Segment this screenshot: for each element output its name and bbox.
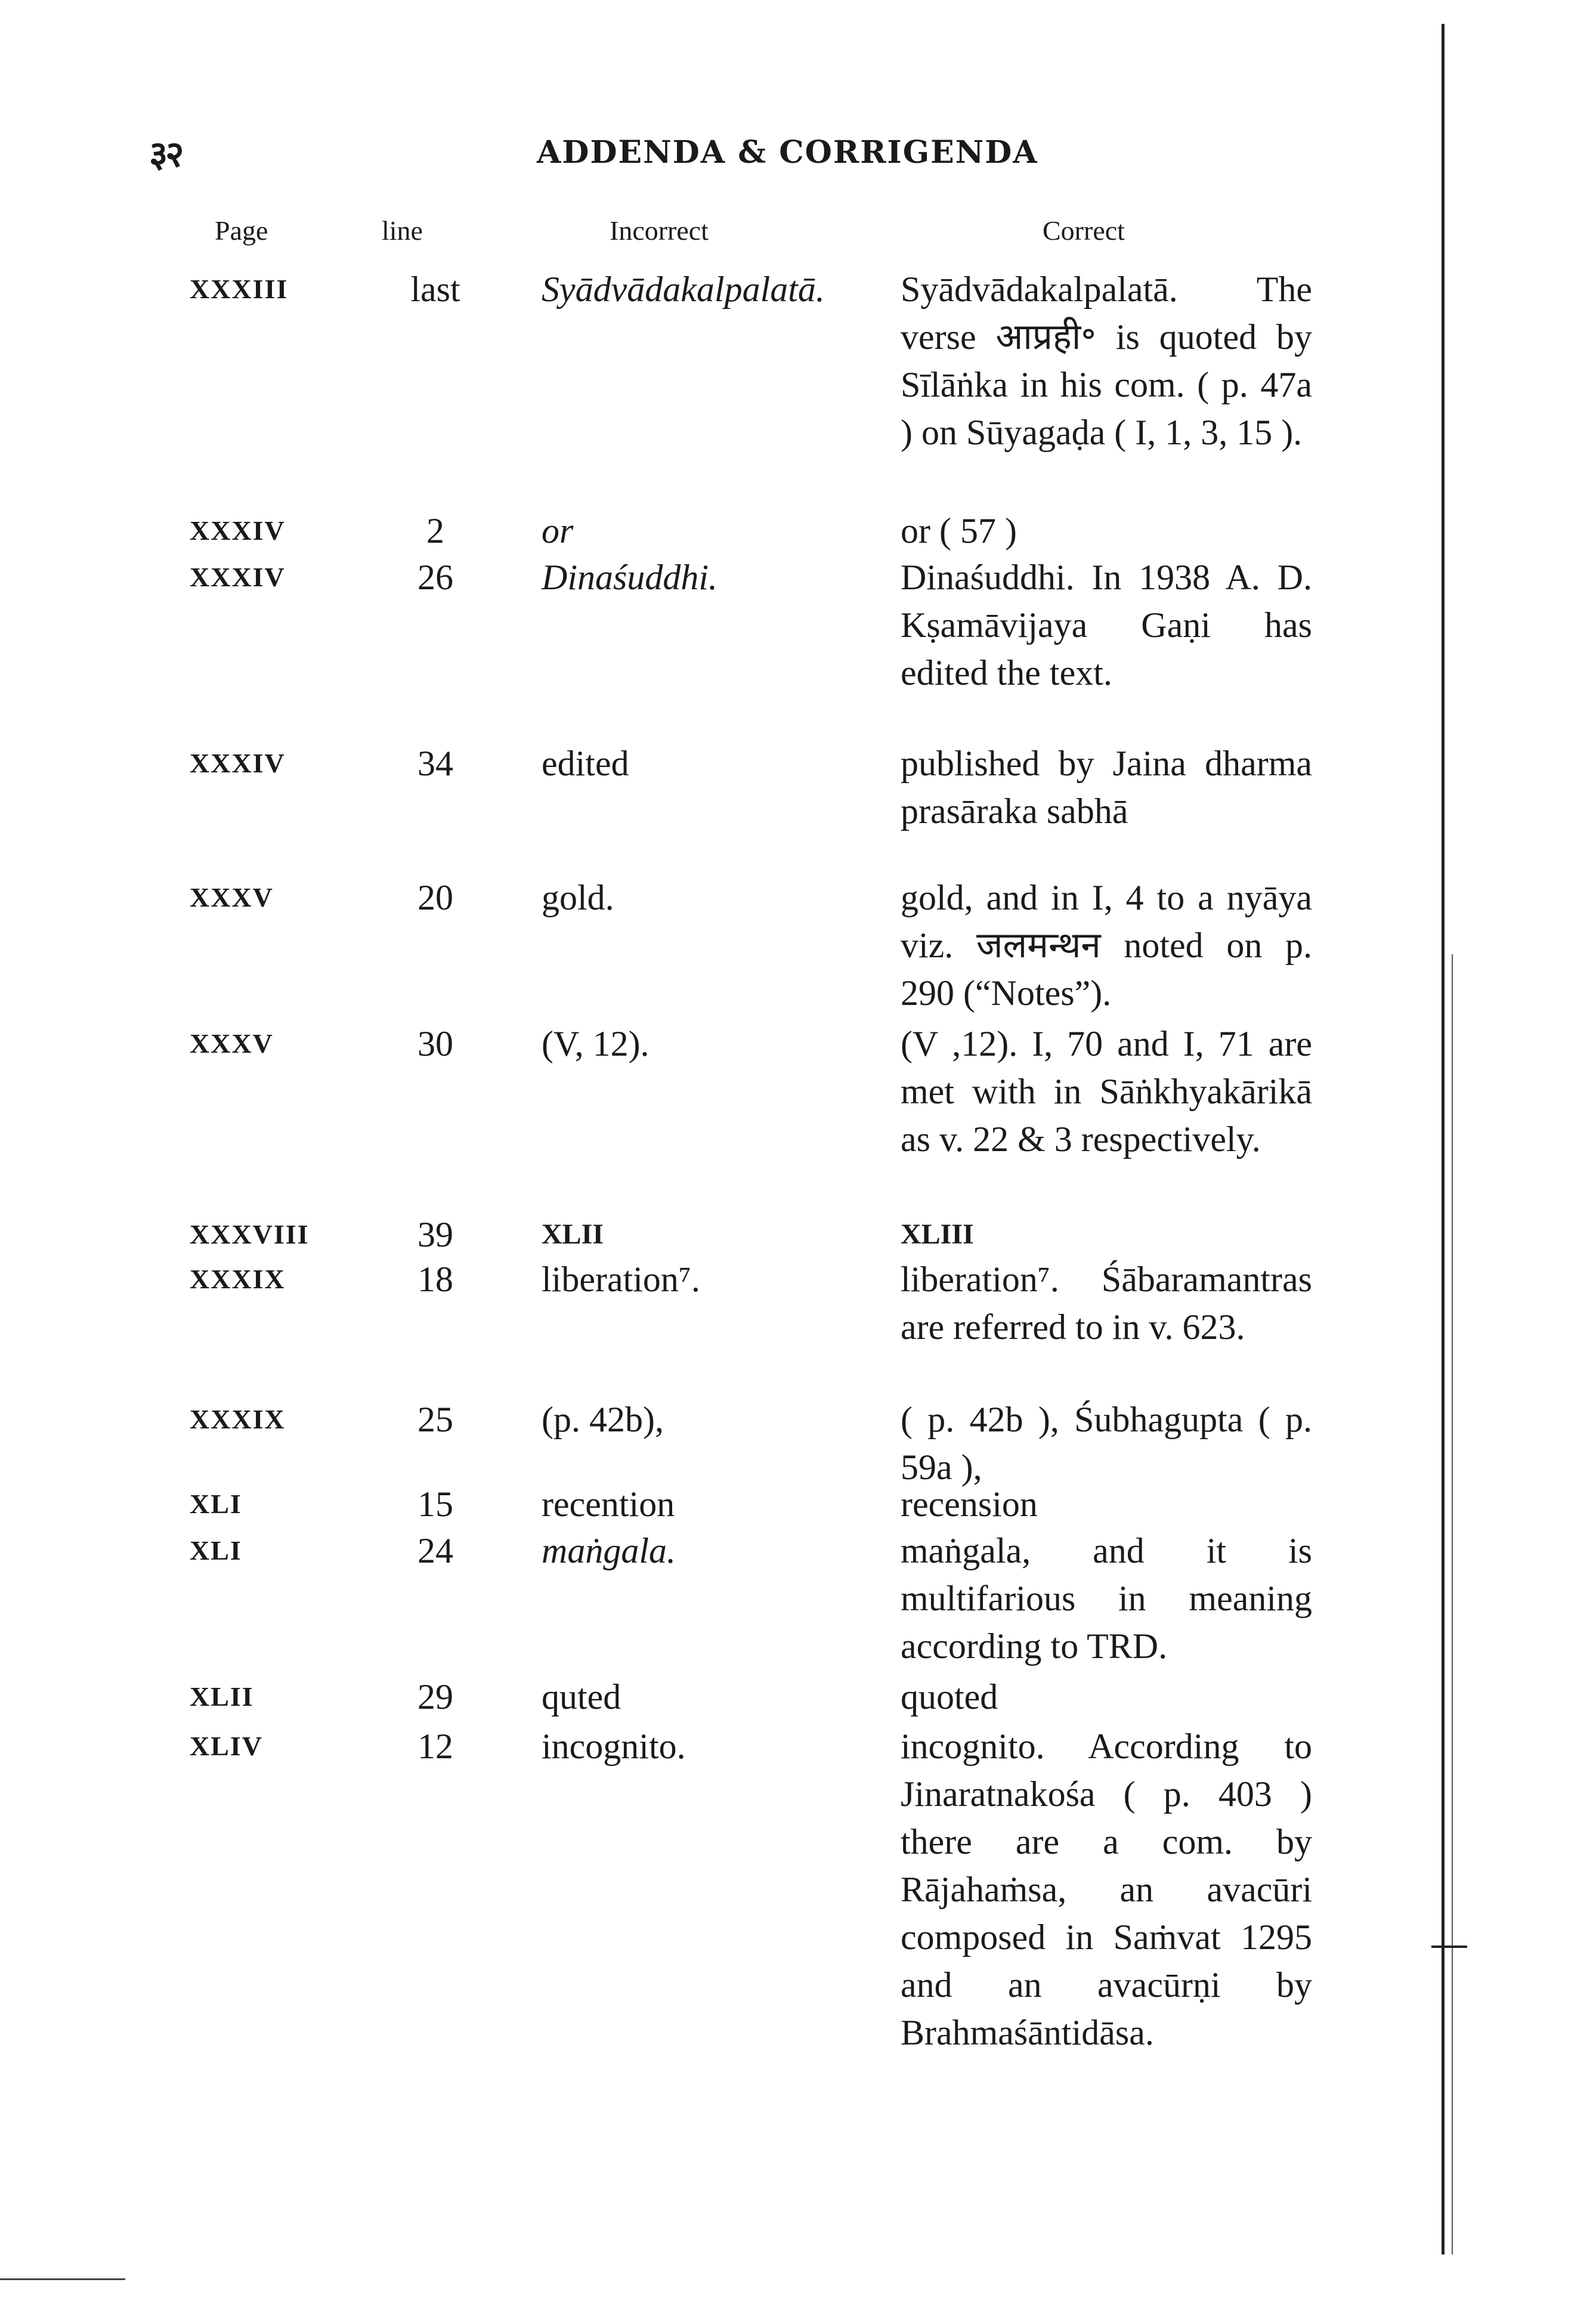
row-page: XXXIV (190, 562, 286, 592)
row-line: 20 (417, 878, 453, 917)
row-correct: ( p. 42b ), Śubhagupta ( p. 59a ), (901, 1400, 1312, 1487)
row-incorrect: recention (542, 1484, 675, 1524)
row-incorrect: XLII (542, 1218, 604, 1250)
row-incorrect: (V, 12). (542, 1024, 649, 1063)
row-incorrect: (p. 42b), (542, 1400, 664, 1439)
margin-tick-mark (1431, 1946, 1467, 1948)
row-correct: gold, and in I, 4 to a nyāya viz. जलमन्थन noted on p. 290 (“Notes”). (901, 878, 1312, 1013)
column-header-page: Page (215, 215, 268, 246)
row-page: XXXIX (190, 1264, 286, 1294)
row-correct: recension (901, 1484, 1038, 1524)
row-page: XXXIX (190, 1404, 286, 1434)
row-line: 34 (417, 744, 453, 783)
row-line: last (410, 270, 460, 309)
row-line: 39 (417, 1215, 453, 1254)
row-page: XXXIV (190, 515, 286, 546)
row-incorrect: liberation⁷. (542, 1260, 700, 1299)
row-correct: Syādvādakalpalatā. The verse आप्रही॰ is quoted by Sīlāṅka in his com. ( p. 47a ) on Sūyagaḍa ( I, 1, 3, 15 ). (901, 270, 1312, 452)
row-correct: incognito. According to Jinaratnakośa ( p. 403 ) there are a com. by Rājahaṁsa, an avacūri composed in Saṁvat 1295 and an avacūrṇi by Brahmaśāntidāsa. (901, 1727, 1312, 2052)
column-header-line: line (382, 215, 423, 246)
row-page: XLI (190, 1535, 242, 1566)
bottom-edge-rule (0, 2278, 125, 2280)
row-line: 12 (417, 1727, 453, 1766)
row-page: XXXVIII (190, 1219, 310, 1250)
margin-binding-line-inner (1452, 954, 1453, 2254)
margin-binding-line (1442, 24, 1445, 2254)
row-incorrect: gold. (542, 878, 614, 917)
row-correct: published by Jaina dharma prasāraka sabhā (901, 744, 1312, 831)
row-correct: or ( 57 ) (901, 511, 1017, 550)
row-incorrect: quted (542, 1677, 621, 1717)
row-correct: liberation⁷. Śābaramantras are referred to in v. 623. (901, 1260, 1312, 1347)
row-incorrect: Syādvādakalpalatā. (542, 270, 825, 309)
row-correct: (V ,12). I, 70 and I, 71 are met with in Sāṅkhyakārikā as v. 22 & 3 respectively. (901, 1024, 1312, 1159)
row-correct: Dinaśuddhi. In 1938 A. D. Kṣamāvijaya Gaṇi has edited the text. (901, 558, 1312, 692)
row-page: XXXIV (190, 748, 286, 778)
column-header-incorrect: Incorrect (610, 215, 709, 246)
running-title: ADDENDA & CORRIGENDA (537, 134, 1038, 171)
row-page: XXXV (190, 1028, 274, 1059)
row-line: 2 (426, 511, 444, 550)
page-number: ३२ (149, 134, 182, 175)
row-page: XLII (190, 1681, 254, 1712)
row-line: 30 (417, 1024, 453, 1063)
row-correct: maṅgala, and it is multifarious in meaning according to TRD. (901, 1531, 1312, 1666)
row-correct: quoted (901, 1677, 998, 1717)
row-correct: XLIII (901, 1218, 974, 1250)
row-line: 18 (417, 1260, 453, 1299)
row-incorrect: or (542, 511, 574, 550)
row-line: 24 (417, 1531, 453, 1570)
row-incorrect: maṅgala. (542, 1531, 676, 1570)
row-line: 26 (417, 558, 453, 597)
row-line: 29 (417, 1677, 453, 1717)
row-page: XXXIII (190, 274, 289, 304)
row-page: XLI (190, 1489, 242, 1519)
row-page: XLIV (190, 1731, 264, 1761)
row-page: XXXV (190, 882, 274, 913)
column-header-correct: Correct (1043, 215, 1125, 246)
row-incorrect: edited (542, 744, 629, 783)
row-line: 25 (417, 1400, 453, 1439)
row-incorrect: incognito. (542, 1727, 686, 1766)
row-line: 15 (417, 1484, 453, 1524)
row-incorrect: Dinaśuddhi. (542, 558, 718, 597)
